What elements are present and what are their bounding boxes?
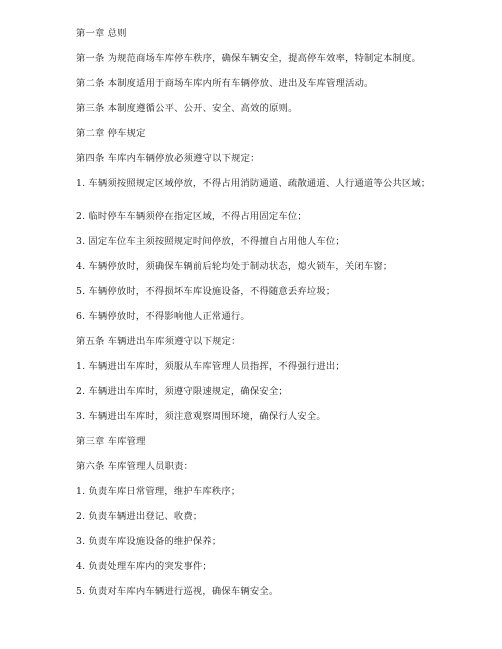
article-4-item-3: 3. 固定车位车主须按照规定时间停放，不得擅自占用他人车位；: [76, 236, 345, 247]
article-5: 第五条 车辆进出车库须遵守以下规定：: [76, 336, 241, 347]
article-5-item-2: 2. 车辆进出车库时，须遵守限速规定，确保安全；: [76, 386, 288, 397]
article-6-item-5: 5. 负责对车库内车辆进行巡视，确保车辆安全。: [76, 586, 279, 597]
article-6-item-3: 3. 负责车库设施设备的维护保养；: [76, 536, 222, 547]
article-4-item-2: 2. 临时停车车辆须停在指定区域，不得占用固定车位；: [76, 211, 307, 222]
article-5-item-3: 3. 车辆进出车库时，须注意观察周围环境，确保行人安全。: [76, 411, 326, 422]
article-5-item-1: 1. 车辆进出车库时，须服从车库管理人员指挥，不得强行进出；: [76, 361, 345, 372]
article-4-item-1: 1. 车辆须按照规定区域停放，不得占用消防通道、疏散通道、人行通道等公共区域；: [76, 178, 431, 189]
article-4: 第四条 车库内车辆停放必须遵守以下规定：: [76, 153, 260, 164]
article-3: 第三条 本制度遵循公平、公开、安全、高效的原则。: [76, 103, 298, 114]
chapter-1-heading: 第一章 总则: [76, 28, 127, 39]
article-4-item-6: 6. 车辆停放时，不得影响他人正常通行。: [76, 311, 250, 322]
chapter-3-heading: 第三章 车库管理: [76, 436, 146, 447]
article-6-item-2: 2. 负责车辆进出登记、收费；: [76, 511, 203, 522]
chapter-2-heading: 第二章 停车规定: [76, 128, 146, 139]
article-4-item-4: 4. 车辆停放时，须确保车辆前后轮均处于制动状态，熄火锁车，关闭车窗；: [76, 261, 393, 272]
article-6-item-1: 1. 负责车库日常管理，维护车库秩序；: [76, 486, 241, 497]
article-2: 第二条 本制度适用于商场车库内所有车辆停放、进出及车库管理活动。: [76, 78, 374, 89]
article-6-item-4: 4. 负责处理车库内的突发事件；: [76, 561, 212, 572]
article-6: 第六条 车库管理人员职责：: [76, 461, 194, 472]
article-4-item-5: 5. 车辆停放时，不得损坏车库设施设备，不得随意丢弃垃圾；: [76, 286, 336, 297]
article-1: 第一条 为规范商场车库停车秩序，确保车辆安全，提高停车效率，特制定本制度。: [76, 53, 422, 64]
